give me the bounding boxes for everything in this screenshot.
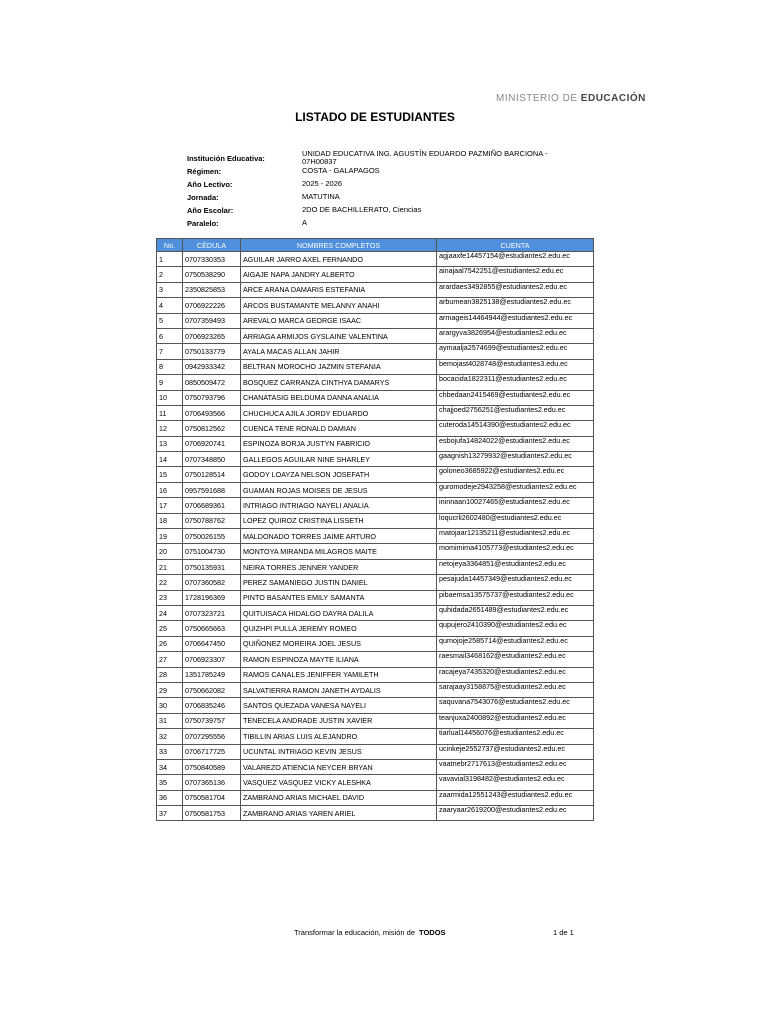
row-cedula: 0957591688: [183, 482, 241, 497]
table-row: [157, 390, 594, 405]
row-email: qupujero2410390@estudiantes2.edu.ec: [437, 621, 594, 636]
row-email: qumojoje2585714@estudiantes2.edu.ec: [437, 636, 594, 651]
info-value: COSTA - GALAPAGOS: [302, 166, 380, 175]
row-cedula: 0707323721: [183, 605, 241, 620]
row-name: PEREZ SAMANIEGO JUSTIN DANIEL: [241, 575, 437, 590]
row-number: 19: [157, 529, 183, 544]
row-email: vavavial3198482@estudiantes2.edu.ec: [437, 775, 594, 790]
row-cedula: 1351785249: [183, 667, 241, 682]
row-name: TENECELA ANDRADE JUSTIN XAVIER: [241, 713, 437, 728]
row-cedula: 0706922226: [183, 298, 241, 313]
row-name: GODOY LOAYZA NELSON JOSEFATH: [241, 467, 437, 482]
table-row: [157, 729, 594, 744]
row-email: chajjoed2756251@estudiantes2.edu.ec: [437, 405, 594, 420]
row-number: 10: [157, 390, 183, 405]
row-number: 5: [157, 313, 183, 328]
row-name: BELTRAN MOROCHO JAZMIN STEFANIA: [241, 359, 437, 374]
row-cedula: 0706923265: [183, 328, 241, 343]
table-body: [157, 252, 594, 821]
row-name: AIGAJE NAPA JANDRY ALBERTO: [241, 267, 437, 282]
table-row: [157, 698, 594, 713]
row-number: 37: [157, 806, 183, 821]
table-row: [157, 605, 594, 620]
row-name: AREVALO MARCA GEORGE ISAAC: [241, 313, 437, 328]
row-email: guromodeje2943258@estudiantes2.edu.ec: [437, 482, 594, 497]
row-cedula: 0706717725: [183, 744, 241, 759]
table-row: [157, 636, 594, 651]
ministry-suffix: EDUCACIÓN: [580, 93, 646, 104]
row-number: 23: [157, 590, 183, 605]
row-cedula: 0707365136: [183, 775, 241, 790]
row-email: ucinkeje2552737@estudiantes2.edu.ec: [437, 744, 594, 759]
row-email: teanjuxa2400892@estudiantes2.edu.ec: [437, 713, 594, 728]
row-cedula: 0750665663: [183, 621, 241, 636]
row-name: ARCE ARANA DAMARIS ESTEFANIA: [241, 282, 437, 297]
page-number: 1 de 1: [553, 928, 574, 937]
row-cedula: 0707348850: [183, 452, 241, 467]
row-email: gaagnish13279932@estudiantes2.edu.ec: [437, 452, 594, 467]
row-email: chbedaan2415469@estudiantes2.edu.ec: [437, 390, 594, 405]
row-cedula: 0750739757: [183, 713, 241, 728]
row-email: zaarmida12551243@estudiantes2.edu.ec: [437, 790, 594, 805]
table-row: [157, 498, 594, 513]
row-email: bocacida1822311@estudiantes2.edu.ec: [437, 375, 594, 390]
table-row: [157, 806, 594, 821]
row-number: 35: [157, 775, 183, 790]
row-number: 14: [157, 452, 183, 467]
row-cedula: 0750133779: [183, 344, 241, 359]
row-cedula: 0850509472: [183, 375, 241, 390]
table-row: [157, 328, 594, 343]
row-cedula: 0750662082: [183, 682, 241, 697]
row-cedula: 0942933342: [183, 359, 241, 374]
row-email: sarajaay3158875@estudiantes2.edu.ec: [437, 682, 594, 697]
info-label: Régimen:: [187, 167, 222, 176]
row-number: 31: [157, 713, 183, 728]
row-number: 12: [157, 421, 183, 436]
row-name: ZAMBRANO ARIAS MICHAEL DAVID: [241, 790, 437, 805]
row-name: MONTOYA MIRANDA MILAGROS MAITE: [241, 544, 437, 559]
row-cedula: 2350825853: [183, 282, 241, 297]
row-cedula: 0750793796: [183, 390, 241, 405]
row-email: ininnaan10027465@estudiantes2.edu.ec: [437, 498, 594, 513]
table-row: [157, 313, 594, 328]
table-row: [157, 575, 594, 590]
row-email: tiarlual14456076@estudiantes2.edu.ec: [437, 729, 594, 744]
row-number: 18: [157, 513, 183, 528]
info-label: Institución Educativa:: [187, 154, 265, 163]
row-cedula: 0750812562: [183, 421, 241, 436]
table-row: [157, 544, 594, 559]
table-row: [157, 436, 594, 451]
row-name: AGUILAR JARRO AXEL FERNANDO: [241, 252, 437, 267]
row-number: 13: [157, 436, 183, 451]
row-email: matojaar12135211@estudiantes2.edu.ec: [437, 529, 594, 544]
row-email: pibaemsa13575737@estudiantes2.edu.ec: [437, 590, 594, 605]
row-name: MALDONADO TORRES JAIME ARTURO: [241, 529, 437, 544]
row-number: 17: [157, 498, 183, 513]
info-label: Año Escolar:: [187, 206, 234, 215]
info-value: A: [302, 218, 308, 227]
table-row: [157, 482, 594, 497]
table-row: [157, 298, 594, 313]
row-email: arbumean3825138@estudiantes2.edu.ec: [437, 298, 594, 313]
row-name: BOSQUEZ CARRANZA CINTHYA DAMARYS: [241, 375, 437, 390]
row-number: 27: [157, 652, 183, 667]
row-number: 21: [157, 559, 183, 574]
table-row: [157, 682, 594, 697]
row-name: RAMON ESPINOZA MAYTE ILIANA: [241, 652, 437, 667]
document-title: LISTADO DE ESTUDIANTES: [295, 110, 455, 124]
row-email: vaatnebr2717613@estudiantes2.edu.ec: [437, 759, 594, 774]
row-email: agjaaxfe14457154@estudiantes2.edu.ec: [437, 252, 594, 267]
row-name: QUIZHPI PULLA JEREMY ROMEO: [241, 621, 437, 636]
row-email: armageis14464944@estudiantes2.edu.ec: [437, 313, 594, 328]
row-name: CUENCA TENE RONALD DAMIAN: [241, 421, 437, 436]
table-row: [157, 267, 594, 282]
row-number: 26: [157, 636, 183, 651]
row-name: VASQUEZ VASQUEZ VICKY ALESHKA: [241, 775, 437, 790]
row-number: 11: [157, 405, 183, 420]
row-cedula: 0750840589: [183, 759, 241, 774]
row-name: NEIRA TORRES JENNER YANDER: [241, 559, 437, 574]
table-row: [157, 529, 594, 544]
table-row: [157, 513, 594, 528]
table-header-row: [157, 239, 594, 252]
table-row: [157, 759, 594, 774]
row-name: SALVATIERRA RAMON JANETH AYDALIS: [241, 682, 437, 697]
students-table: [156, 238, 594, 821]
table-row: [157, 621, 594, 636]
row-name: INTRIAGO INTRIAGO NAYELI ANALIA: [241, 498, 437, 513]
row-number: 8: [157, 359, 183, 374]
row-cedula: 0750788762: [183, 513, 241, 528]
row-number: 1: [157, 252, 183, 267]
row-number: 2: [157, 267, 183, 282]
row-email: pesajuda14457349@estudiantes2.edu.ec: [437, 575, 594, 590]
row-name: ESPINOZA BORJA JUSTYN FABRICIO: [241, 436, 437, 451]
table-row: [157, 744, 594, 759]
row-number: 9: [157, 375, 183, 390]
row-name: QUITUISACA HIDALGO DAYRA DALILA: [241, 605, 437, 620]
row-email: zaaryaar2619200@estudiantes2.edu.ec: [437, 806, 594, 821]
row-name: RAMOS CANALES JENIFFER YAMILETH: [241, 667, 437, 682]
row-number: 34: [157, 759, 183, 774]
row-name: ZAMBRANO ARIAS YAREN ARIEL: [241, 806, 437, 821]
row-cedula: 0706835246: [183, 698, 241, 713]
row-number: 29: [157, 682, 183, 697]
row-email: netojeya3364851@estudiantes2.edu.ec: [437, 559, 594, 574]
row-email: arargyva3826954@estudiantes2.edu.ec: [437, 328, 594, 343]
row-name: VALAREZO ATIENCIA NEYCER BRYAN: [241, 759, 437, 774]
row-cedula: 0707360582: [183, 575, 241, 590]
table-row: [157, 375, 594, 390]
row-number: 36: [157, 790, 183, 805]
header-cedula: CÉDULA: [183, 239, 241, 252]
table-row: [157, 282, 594, 297]
table-row: [157, 790, 594, 805]
row-email: goloneo3685922@estudiantes2.edu.ec: [437, 467, 594, 482]
info-label: Paralelo:: [187, 219, 219, 228]
row-email: raesmail3468162@estudiantes2.edu.ec: [437, 652, 594, 667]
row-email: saquvana7543076@estudiantes2.edu.ec: [437, 698, 594, 713]
row-cedula: 0707295556: [183, 729, 241, 744]
row-cedula: 0707330353: [183, 252, 241, 267]
row-number: 33: [157, 744, 183, 759]
row-name: SANTOS QUEZADA VANESA NAYELI: [241, 698, 437, 713]
table-row: [157, 421, 594, 436]
ministry-prefix: MINISTERIO DE: [496, 93, 578, 104]
row-cedula: 0751004730: [183, 544, 241, 559]
row-number: 3: [157, 282, 183, 297]
row-cedula: 0706647450: [183, 636, 241, 651]
row-name: GALLEGOS AGUILAR NINE SHARLEY: [241, 452, 437, 467]
info-value: MATUTINA: [302, 192, 340, 201]
row-number: 32: [157, 729, 183, 744]
table-row: [157, 252, 594, 267]
row-number: 7: [157, 344, 183, 359]
info-value: 2DO DE BACHILLERATO, Ciencias: [302, 205, 422, 214]
row-cedula: 0750128514: [183, 467, 241, 482]
table-row: [157, 590, 594, 605]
row-cedula: 0706689361: [183, 498, 241, 513]
info-value: 2025 - 2026: [302, 179, 343, 188]
footer-emphasis: TODOS: [419, 928, 446, 937]
header-names: NOMBRES COMPLETOS: [241, 239, 437, 252]
row-number: 20: [157, 544, 183, 559]
row-number: 22: [157, 575, 183, 590]
table-row: [157, 713, 594, 728]
row-email: esbojufa14824022@estudiantes2.edu.ec: [437, 436, 594, 451]
row-number: 30: [157, 698, 183, 713]
header-no: No.: [157, 239, 183, 252]
ministry-logo: [496, 93, 646, 104]
footer-text: Transformar la educación, misión de: [294, 928, 416, 937]
row-cedula: 1728196369: [183, 590, 241, 605]
info-label: Jornada:: [187, 193, 219, 202]
row-cedula: 0706493566: [183, 405, 241, 420]
row-cedula: 0750581704: [183, 790, 241, 805]
table-row: [157, 467, 594, 482]
row-number: 4: [157, 298, 183, 313]
row-cedula: 0706923307: [183, 652, 241, 667]
row-name: UCUNTAL INTRIAGO KEVIN JESUS: [241, 744, 437, 759]
table-row: [157, 452, 594, 467]
table-row: [157, 775, 594, 790]
row-email: cuteroda14514390@estudiantes2.edu.ec: [437, 421, 594, 436]
row-number: 24: [157, 605, 183, 620]
row-email: aymaalja2574699@estudiantes2.edu.ec: [437, 344, 594, 359]
row-email: bemojast4028748@estudiantes3.edu.ec: [437, 359, 594, 374]
row-cedula: 0750026155: [183, 529, 241, 544]
row-cedula: 0750538290: [183, 267, 241, 282]
row-name: LOPEZ QUIROZ CRISTINA LISSETH: [241, 513, 437, 528]
table-row: [157, 359, 594, 374]
row-number: 16: [157, 482, 183, 497]
row-name: AYALA MACAS ALLAN JAHIR: [241, 344, 437, 359]
row-email: arardaes3492855@estudiantes2.edu.ec: [437, 282, 594, 297]
row-cedula: 0750581753: [183, 806, 241, 821]
info-value: UNIDAD EDUCATIVA ING. AGUSTÍN EDUARDO PAZMIÑO BARCIONA - 07H00837: [302, 149, 548, 166]
row-number: 25: [157, 621, 183, 636]
row-cedula: 0707359493: [183, 313, 241, 328]
row-name: TIBILLIN ARIAS LUIS ALEJANDRO: [241, 729, 437, 744]
row-email: ainajaal7542251@estudiantes2.edu.ec: [437, 267, 594, 282]
row-name: ARRIAGA ARMIJOS GYSLAINE VALENTINA: [241, 328, 437, 343]
table-row: [157, 405, 594, 420]
table-row: [157, 559, 594, 574]
row-email: quhidada2651489@estudiantes2.edu.ec: [437, 605, 594, 620]
row-name: CHUCHUCA AJILA JORDY EDUARDO: [241, 405, 437, 420]
row-name: QUIÑONEZ MOREIRA JOEL JESUS: [241, 636, 437, 651]
row-number: 15: [157, 467, 183, 482]
footer-slogan: [294, 928, 446, 937]
table-row: [157, 667, 594, 682]
row-cedula: 0706920741: [183, 436, 241, 451]
row-name: CHANATASIG BELDUMA DANNA ANALIA: [241, 390, 437, 405]
row-cedula: 0750135931: [183, 559, 241, 574]
row-email: momimima4105773@estudiantes2.edu.ec: [437, 544, 594, 559]
row-number: 6: [157, 328, 183, 343]
header-account: CUENTA: [437, 239, 594, 252]
row-name: ARCOS BUSTAMANTE MELANNY ANAHI: [241, 298, 437, 313]
table-row: [157, 652, 594, 667]
row-name: PINTO BASANTES EMILY SAMANTA: [241, 590, 437, 605]
info-label: Año Lectivo:: [187, 180, 233, 189]
row-email: loqucrli2602480@estudiantes2.edu.ec: [437, 513, 594, 528]
row-email: racajeya7435320@estudiantes2.edu.ec: [437, 667, 594, 682]
table-row: [157, 344, 594, 359]
row-number: 28: [157, 667, 183, 682]
row-name: GUAMAN ROJAS MOISES DE JESUS: [241, 482, 437, 497]
